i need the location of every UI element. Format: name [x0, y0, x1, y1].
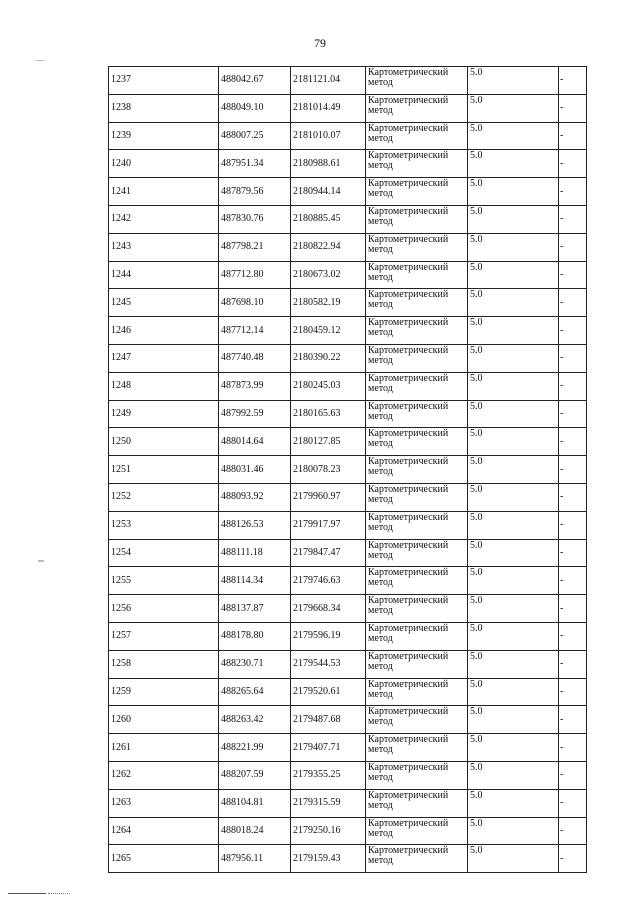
- precision-cell: 5.0: [468, 344, 559, 372]
- x-coordinate-cell: 488265.64: [219, 678, 291, 706]
- point-number-cell: 1255: [109, 567, 219, 595]
- note-cell: -: [559, 400, 587, 428]
- point-number-cell: 1237: [109, 67, 219, 95]
- note-cell: -: [559, 483, 587, 511]
- point-number-cell: 1259: [109, 678, 219, 706]
- point-number-cell: 1246: [109, 317, 219, 345]
- table-row: [109, 289, 587, 317]
- table-row: [109, 817, 587, 845]
- method-cell: Картометрический метод: [366, 650, 468, 678]
- method-cell: Картометрический метод: [366, 261, 468, 289]
- x-coordinate-cell: 488104.81: [219, 789, 291, 817]
- page-number: 79: [314, 36, 326, 50]
- note-cell: -: [559, 595, 587, 623]
- y-coordinate-cell: 2180127.85: [291, 428, 366, 456]
- table-row: [109, 428, 587, 456]
- point-number-cell: 1258: [109, 650, 219, 678]
- precision-cell: 5.0: [468, 122, 559, 150]
- point-number-cell: 1262: [109, 761, 219, 789]
- y-coordinate-cell: 2179250.16: [291, 817, 366, 845]
- precision-cell: 5.0: [468, 650, 559, 678]
- point-number-cell: 1238: [109, 94, 219, 122]
- precision-cell: 5.0: [468, 205, 559, 233]
- y-coordinate-cell: 2180245.03: [291, 372, 366, 400]
- point-number-cell: 1251: [109, 456, 219, 484]
- precision-cell: 5.0: [468, 178, 559, 206]
- y-coordinate-cell: 2179746.63: [291, 567, 366, 595]
- method-cell: Картометрический метод: [366, 428, 468, 456]
- x-coordinate-cell: 487740.48: [219, 344, 291, 372]
- precision-cell: 5.0: [468, 761, 559, 789]
- method-cell: Картометрический метод: [366, 706, 468, 734]
- point-number-cell: 1261: [109, 734, 219, 762]
- point-number-cell: 1247: [109, 344, 219, 372]
- note-cell: -: [559, 650, 587, 678]
- note-cell: -: [559, 317, 587, 345]
- table-row: [109, 539, 587, 567]
- precision-cell: 5.0: [468, 511, 559, 539]
- margin-tick: [38, 560, 44, 562]
- table-row: [109, 122, 587, 150]
- note-cell: -: [559, 539, 587, 567]
- note-cell: -: [559, 817, 587, 845]
- y-coordinate-cell: 2180390.22: [291, 344, 366, 372]
- point-number-cell: 1248: [109, 372, 219, 400]
- method-cell: Картометрический метод: [366, 233, 468, 261]
- table-row: [109, 400, 587, 428]
- table-row: [109, 483, 587, 511]
- table-row: [109, 94, 587, 122]
- precision-cell: 5.0: [468, 595, 559, 623]
- y-coordinate-cell: 2180822.94: [291, 233, 366, 261]
- precision-cell: 5.0: [468, 539, 559, 567]
- method-cell: Картометрический метод: [366, 789, 468, 817]
- precision-cell: 5.0: [468, 622, 559, 650]
- y-coordinate-cell: 2180988.61: [291, 150, 366, 178]
- table-row: [109, 734, 587, 762]
- coordinates-table: [108, 66, 587, 873]
- y-coordinate-cell: 2180078.23: [291, 456, 366, 484]
- precision-cell: 5.0: [468, 289, 559, 317]
- method-cell: Картометрический метод: [366, 372, 468, 400]
- point-number-cell: 1245: [109, 289, 219, 317]
- x-coordinate-cell: 488230.71: [219, 650, 291, 678]
- point-number-cell: 1239: [109, 122, 219, 150]
- x-coordinate-cell: 488114.34: [219, 567, 291, 595]
- x-coordinate-cell: 488263.42: [219, 706, 291, 734]
- point-number-cell: 1253: [109, 511, 219, 539]
- note-cell: -: [559, 178, 587, 206]
- table-row: [109, 233, 587, 261]
- method-cell: Картометрический метод: [366, 289, 468, 317]
- table-row: [109, 205, 587, 233]
- method-cell: Картометрический метод: [366, 178, 468, 206]
- method-cell: Картометрический метод: [366, 67, 468, 95]
- note-cell: -: [559, 761, 587, 789]
- method-cell: Картометрический метод: [366, 317, 468, 345]
- precision-cell: 5.0: [468, 789, 559, 817]
- x-coordinate-cell: 488049.10: [219, 94, 291, 122]
- note-cell: -: [559, 706, 587, 734]
- point-number-cell: 1256: [109, 595, 219, 623]
- method-cell: Картометрический метод: [366, 595, 468, 623]
- table-row: [109, 178, 587, 206]
- table-row: [109, 567, 587, 595]
- y-coordinate-cell: 2181014.49: [291, 94, 366, 122]
- table-row: [109, 261, 587, 289]
- y-coordinate-cell: 2179960.97: [291, 483, 366, 511]
- table-row: [109, 344, 587, 372]
- method-cell: Картометрический метод: [366, 344, 468, 372]
- y-coordinate-cell: 2180944.14: [291, 178, 366, 206]
- y-coordinate-cell: 2181121.04: [291, 67, 366, 95]
- method-cell: Картометрический метод: [366, 483, 468, 511]
- note-cell: -: [559, 344, 587, 372]
- y-coordinate-cell: 2179917.97: [291, 511, 366, 539]
- note-cell: -: [559, 567, 587, 595]
- table-row: [109, 511, 587, 539]
- coordinates-table-body: [109, 67, 587, 873]
- table-row: [109, 761, 587, 789]
- footer-dots: [48, 893, 70, 895]
- method-cell: Картометрический метод: [366, 817, 468, 845]
- note-cell: -: [559, 94, 587, 122]
- method-cell: Картометрический метод: [366, 845, 468, 873]
- note-cell: -: [559, 261, 587, 289]
- method-cell: Картометрический метод: [366, 734, 468, 762]
- table-row: [109, 706, 587, 734]
- point-number-cell: 1240: [109, 150, 219, 178]
- point-number-cell: 1254: [109, 539, 219, 567]
- method-cell: Картометрический метод: [366, 511, 468, 539]
- note-cell: -: [559, 372, 587, 400]
- precision-cell: 5.0: [468, 67, 559, 95]
- method-cell: Картометрический метод: [366, 94, 468, 122]
- point-number-cell: 1250: [109, 428, 219, 456]
- x-coordinate-cell: 488007.25: [219, 122, 291, 150]
- y-coordinate-cell: 2179596.19: [291, 622, 366, 650]
- method-cell: Картометрический метод: [366, 205, 468, 233]
- method-cell: Картометрический метод: [366, 539, 468, 567]
- note-cell: -: [559, 233, 587, 261]
- precision-cell: 5.0: [468, 706, 559, 734]
- y-coordinate-cell: 2180885.45: [291, 205, 366, 233]
- x-coordinate-cell: 488221.99: [219, 734, 291, 762]
- table-row: [109, 595, 587, 623]
- note-cell: -: [559, 734, 587, 762]
- point-number-cell: 1242: [109, 205, 219, 233]
- x-coordinate-cell: 487992.59: [219, 400, 291, 428]
- method-cell: Картометрический метод: [366, 122, 468, 150]
- y-coordinate-cell: 2180582.19: [291, 289, 366, 317]
- x-coordinate-cell: 488126.53: [219, 511, 291, 539]
- table-row: [109, 67, 587, 95]
- table-row: [109, 845, 587, 873]
- x-coordinate-cell: 487798.21: [219, 233, 291, 261]
- precision-cell: 5.0: [468, 317, 559, 345]
- note-cell: -: [559, 845, 587, 873]
- note-cell: -: [559, 511, 587, 539]
- point-number-cell: 1263: [109, 789, 219, 817]
- point-number-cell: 1243: [109, 233, 219, 261]
- y-coordinate-cell: 2179520.61: [291, 678, 366, 706]
- table-row: [109, 372, 587, 400]
- point-number-cell: 1249: [109, 400, 219, 428]
- note-cell: -: [559, 289, 587, 317]
- precision-cell: 5.0: [468, 150, 559, 178]
- point-number-cell: 1257: [109, 622, 219, 650]
- x-coordinate-cell: 488042.67: [219, 67, 291, 95]
- margin-tick: [36, 60, 44, 61]
- precision-cell: 5.0: [468, 94, 559, 122]
- y-coordinate-cell: 2181010.07: [291, 122, 366, 150]
- precision-cell: 5.0: [468, 233, 559, 261]
- x-coordinate-cell: 487712.80: [219, 261, 291, 289]
- x-coordinate-cell: 487873.99: [219, 372, 291, 400]
- x-coordinate-cell: 488207.59: [219, 761, 291, 789]
- precision-cell: 5.0: [468, 678, 559, 706]
- point-number-cell: 1241: [109, 178, 219, 206]
- y-coordinate-cell: 2179544.53: [291, 650, 366, 678]
- footer-rule: [8, 893, 46, 894]
- note-cell: -: [559, 678, 587, 706]
- x-coordinate-cell: 488137.87: [219, 595, 291, 623]
- x-coordinate-cell: 488014.64: [219, 428, 291, 456]
- precision-cell: 5.0: [468, 845, 559, 873]
- x-coordinate-cell: 487956.11: [219, 845, 291, 873]
- note-cell: -: [559, 205, 587, 233]
- method-cell: Картометрический метод: [366, 400, 468, 428]
- table-row: [109, 317, 587, 345]
- table-row: [109, 456, 587, 484]
- y-coordinate-cell: 2180165.63: [291, 400, 366, 428]
- x-coordinate-cell: 487698.10: [219, 289, 291, 317]
- method-cell: Картометрический метод: [366, 678, 468, 706]
- method-cell: Картометрический метод: [366, 761, 468, 789]
- method-cell: Картометрический метод: [366, 567, 468, 595]
- precision-cell: 5.0: [468, 372, 559, 400]
- note-cell: -: [559, 67, 587, 95]
- precision-cell: 5.0: [468, 261, 559, 289]
- y-coordinate-cell: 2179159.43: [291, 845, 366, 873]
- x-coordinate-cell: 488178.80: [219, 622, 291, 650]
- note-cell: -: [559, 789, 587, 817]
- y-coordinate-cell: 2179847.47: [291, 539, 366, 567]
- point-number-cell: 1264: [109, 817, 219, 845]
- x-coordinate-cell: 488018.24: [219, 817, 291, 845]
- method-cell: Картометрический метод: [366, 150, 468, 178]
- x-coordinate-cell: 487712.14: [219, 317, 291, 345]
- note-cell: -: [559, 456, 587, 484]
- note-cell: -: [559, 122, 587, 150]
- point-number-cell: 1265: [109, 845, 219, 873]
- precision-cell: 5.0: [468, 456, 559, 484]
- table-row: [109, 678, 587, 706]
- method-cell: Картометрический метод: [366, 456, 468, 484]
- x-coordinate-cell: 488031.46: [219, 456, 291, 484]
- y-coordinate-cell: 2179487.68: [291, 706, 366, 734]
- table-row: [109, 150, 587, 178]
- y-coordinate-cell: 2180459.12: [291, 317, 366, 345]
- table-row: [109, 622, 587, 650]
- y-coordinate-cell: 2179668.34: [291, 595, 366, 623]
- y-coordinate-cell: 2180673.02: [291, 261, 366, 289]
- x-coordinate-cell: 487830.76: [219, 205, 291, 233]
- table-row: [109, 789, 587, 817]
- note-cell: -: [559, 428, 587, 456]
- x-coordinate-cell: 488093.92: [219, 483, 291, 511]
- x-coordinate-cell: 487951.34: [219, 150, 291, 178]
- precision-cell: 5.0: [468, 817, 559, 845]
- precision-cell: 5.0: [468, 400, 559, 428]
- precision-cell: 5.0: [468, 483, 559, 511]
- precision-cell: 5.0: [468, 567, 559, 595]
- method-cell: Картометрический метод: [366, 622, 468, 650]
- y-coordinate-cell: 2179355.25: [291, 761, 366, 789]
- y-coordinate-cell: 2179315.59: [291, 789, 366, 817]
- precision-cell: 5.0: [468, 734, 559, 762]
- point-number-cell: 1260: [109, 706, 219, 734]
- note-cell: -: [559, 150, 587, 178]
- y-coordinate-cell: 2179407.71: [291, 734, 366, 762]
- table-row: [109, 650, 587, 678]
- precision-cell: 5.0: [468, 428, 559, 456]
- note-cell: -: [559, 622, 587, 650]
- point-number-cell: 1252: [109, 483, 219, 511]
- x-coordinate-cell: 487879.56: [219, 178, 291, 206]
- x-coordinate-cell: 488111.18: [219, 539, 291, 567]
- point-number-cell: 1244: [109, 261, 219, 289]
